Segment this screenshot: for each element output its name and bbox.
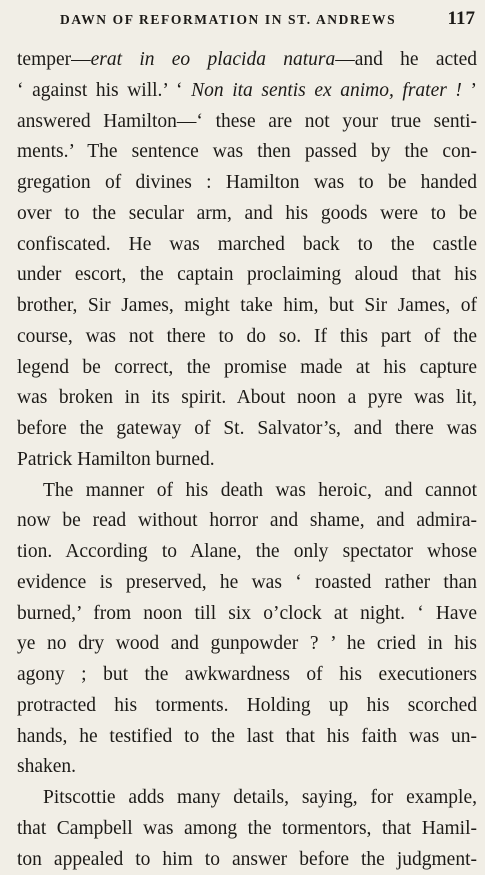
text-line bbox=[17, 260, 477, 291]
text-segment: now be read without horror and shame, and admira- bbox=[17, 510, 477, 531]
text-segment: protracted his torments. Holding up his scorched bbox=[17, 695, 477, 716]
text-line bbox=[17, 506, 477, 537]
text-segment: —and he acted bbox=[335, 49, 477, 70]
text-line bbox=[17, 76, 477, 107]
text-segment: evidence is preserved, he was ‘ roasted rather than bbox=[17, 572, 477, 593]
text-segment: was broken in its spirit. About noon a pyre was lit, bbox=[17, 387, 477, 408]
text-line bbox=[17, 722, 477, 753]
text-segment: hands, he testified to the last that his faith was un- bbox=[17, 726, 477, 747]
text-segment: The manner of his death was heroic, and cannot bbox=[43, 480, 477, 501]
text-line bbox=[17, 107, 477, 138]
text-line bbox=[17, 537, 477, 568]
text-segment: before the gateway of St. Salvator’s, and there was bbox=[17, 418, 477, 439]
text-segment: brother, Sir James, might take him, but Sir James, of bbox=[17, 295, 477, 316]
italic-text-segment: erat in eo placida natura bbox=[91, 49, 336, 70]
text-line bbox=[17, 752, 477, 783]
text-line bbox=[17, 291, 477, 322]
text-segment: ‘ against his will.’ ‘ bbox=[17, 80, 191, 101]
text-segment: burned,’ from noon till six o’clock at night. ‘ Have bbox=[17, 603, 477, 624]
page-number: 117 bbox=[448, 8, 475, 30]
text-line bbox=[17, 414, 477, 445]
text-segment: legend be correct, the promise made at his capture bbox=[17, 357, 477, 378]
text-segment: course, was not there to do so. If this part of the bbox=[17, 326, 477, 347]
text-segment: ments.’ The sentence was then passed by the con- bbox=[17, 141, 477, 162]
text-segment: shaken. bbox=[17, 756, 76, 777]
text-segment: Patrick Hamilton burned. bbox=[17, 449, 215, 470]
text-segment: Pitscottie adds many details, saying, for example, bbox=[43, 787, 477, 808]
text-segment: that Campbell was among the tormentors, that Hamil- bbox=[17, 818, 477, 839]
text-segment: gregation of divines : Hamilton was to be handed bbox=[17, 172, 477, 193]
text-segment: under escort, the captain proclaiming aloud that his bbox=[17, 264, 477, 285]
text-line bbox=[17, 445, 477, 476]
running-head: DAWN OF REFORMATION IN ST. ANDREWS bbox=[60, 12, 396, 28]
text-line bbox=[17, 476, 477, 507]
text-segment: temper— bbox=[17, 49, 91, 70]
page-header bbox=[60, 8, 475, 32]
italic-text-segment: Non ita sentis ex animo, frater ! bbox=[191, 80, 462, 101]
text-line bbox=[17, 568, 477, 599]
text-line bbox=[17, 599, 477, 630]
text-segment: tion. According to Alane, the only spectator whose bbox=[17, 541, 477, 562]
text-line bbox=[17, 845, 477, 875]
text-line bbox=[17, 168, 477, 199]
text-line bbox=[17, 199, 477, 230]
text-line bbox=[17, 137, 477, 168]
text-line bbox=[17, 660, 477, 691]
text-segment: ye no dry wood and gunpowder ? ’ he cried in his bbox=[17, 633, 477, 654]
text-segment: confiscated. He was marched back to the castle bbox=[17, 234, 477, 255]
text-segment: answered Hamilton—‘ these are not your true senti- bbox=[17, 111, 477, 132]
text-line bbox=[17, 353, 477, 384]
text-line bbox=[17, 383, 477, 414]
text-line bbox=[17, 45, 477, 76]
text-line bbox=[17, 783, 477, 814]
text-segment: ’ bbox=[462, 80, 477, 101]
body-text bbox=[17, 45, 477, 875]
text-line bbox=[17, 814, 477, 845]
text-line bbox=[17, 230, 477, 261]
text-segment: ton appealed to him to answer before the judgment- bbox=[17, 849, 477, 870]
text-line bbox=[17, 322, 477, 353]
text-line bbox=[17, 691, 477, 722]
text-segment: agony ; but the awkwardness of his executioners bbox=[17, 664, 477, 685]
text-line bbox=[17, 629, 477, 660]
text-segment: over to the secular arm, and his goods were to be bbox=[17, 203, 477, 224]
